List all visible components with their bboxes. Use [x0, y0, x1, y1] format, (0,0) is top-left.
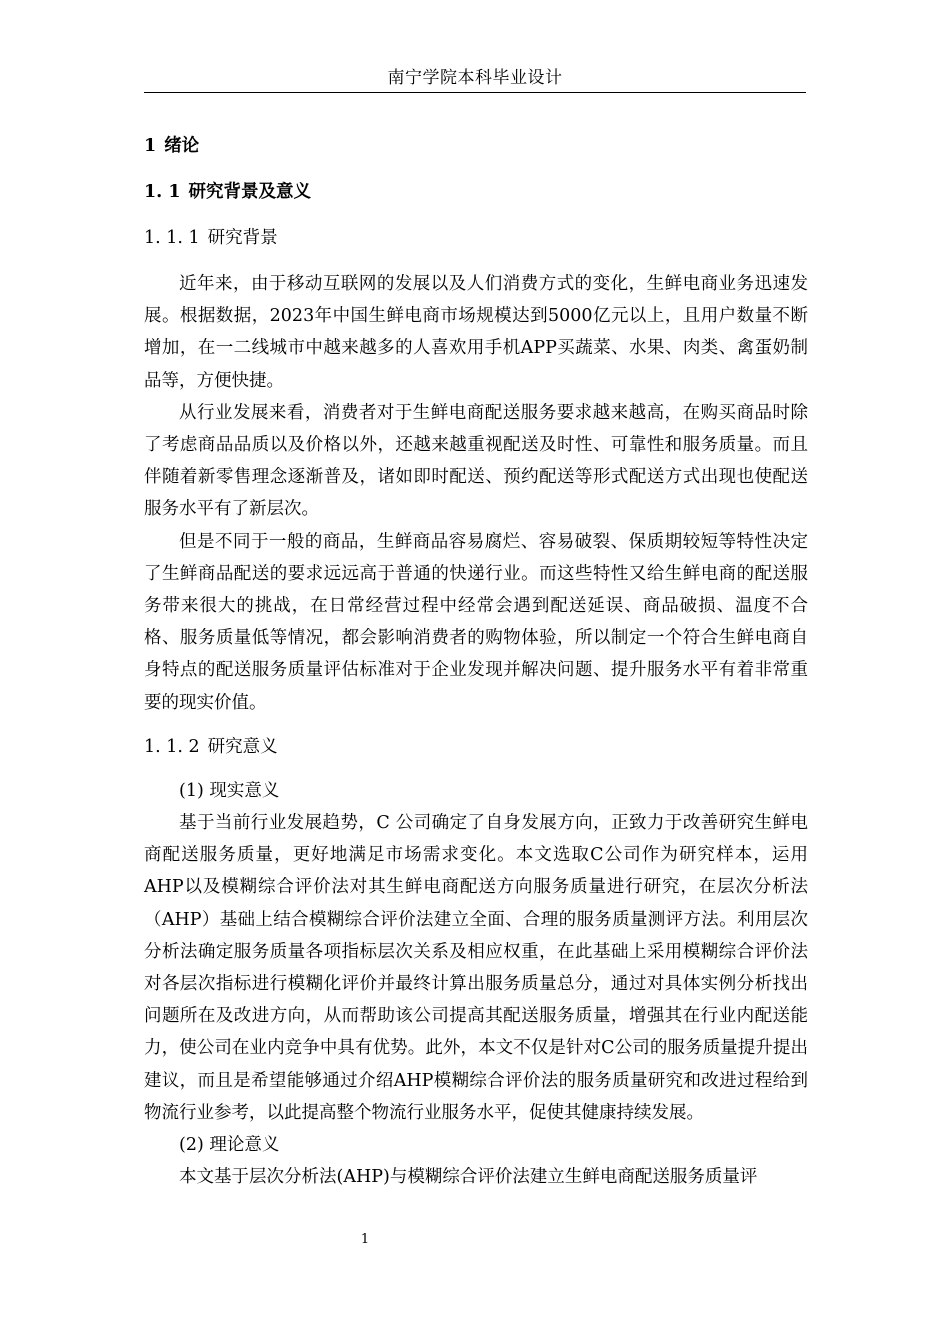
- subsection-number: 1. 1. 1: [144, 228, 200, 248]
- body-paragraph: 基于当前行业发展趋势，C 公司确定了自身发展方向，正致力于改善研究生鲜电商配送服务质量，更好地满足市场需求变化。本文选取C公司作为研究样本，运用AHP以及模糊综合评价法对其生鲜电商配送方向服务质量进行研究，在层次分析法（AHP）基础上结合模糊综合评价法建立全面、合理的服务质量测评方法。利用层次分析法确定服务质量各项指标层次关系及相应权重，在此基础上采用模糊综合评价法对各层次指标进行模糊化评价并最终计算出服务质量总分，通过对具体实例分析找出问题所在及改进方向，从而帮助该公司提高其配送服务质量，增强其在行业内配送能力，使公司在业内竞争中具有优势。此外，本文不仅是针对C公司的服务质量提升提出建议，而且是希望能够通过介绍AHP模糊综合评价法的服务质量研究和改进过程给到物流行业参考，以此提高整个物流行业服务水平，促使其健康持续发展。: [144, 813, 808, 1123]
- subsection-title: 研究意义: [207, 736, 278, 757]
- chapter-number: 1: [144, 136, 157, 156]
- page-content: [144, 128, 808, 1193]
- page-number: 1: [360, 1232, 370, 1247]
- body-paragraph: 但是不同于一般的商品，生鲜商品容易腐烂、容易破裂、保质期较短等特性决定了生鲜商品配送的要求远远高于普通的快递行业。而这些特性又给生鲜电商的配送服务带来很大的挑战，在日常经营过程中经常会遇到配送延误、商品破损、温度不合格、服务质量低等情况，都会影响消费者的购物体验，所以制定一个符合生鲜电商自身特点的配送服务质量评估标准对于企业发现并解决问题、提升服务水平有着非常重要的现实价值。: [144, 531, 808, 713]
- body-paragraph: 近年来，由于移动互联网的发展以及人们消费方式的变化，生鲜电商业务迅速发展。根据数据，2023年中国生鲜电商市场规模达到5000亿元以上，且用户数量不断增加，在一二线城市中越来越多的人喜欢用手机APP买蔬菜、水果、肉类、禽蛋奶制品等，方便快捷。: [144, 274, 808, 391]
- body-paragraph: 本文基于层次分析法(AHP)与模糊综合评价法建立生鲜电商配送服务质量评: [179, 1167, 758, 1188]
- chapter-heading: [144, 128, 808, 164]
- section-number: 1. 1: [144, 182, 181, 202]
- subsection-heading-1-1-1: [144, 220, 808, 256]
- list-item-label: (1) 现实意义: [179, 780, 280, 801]
- running-header: 南宁学院本科毕业设计: [387, 68, 563, 88]
- subsection-heading-1-1-2: [144, 729, 808, 765]
- list-item-label: (2) 理论意义: [179, 1135, 280, 1156]
- subsection-title: 研究背景: [207, 228, 278, 248]
- body-paragraph: 从行业发展来看，消费者对于生鲜电商配送服务要求越来越高，在购买商品时除了考虑商品品质以及价格以外，还越来越重视配送及时性、可靠性和服务质量。而且伴随着新零售理念逐渐普及，诸如即时配送、预约配送等形式配送方式出现也使配送服务水平有了新层次。: [144, 402, 808, 520]
- section-title: 研究背景及意义: [188, 182, 312, 202]
- header-rule: [144, 92, 806, 93]
- subsection-number: 1. 1. 2: [144, 736, 200, 757]
- section-heading-1-1: [144, 174, 808, 210]
- chapter-title: 绪论: [164, 136, 200, 156]
